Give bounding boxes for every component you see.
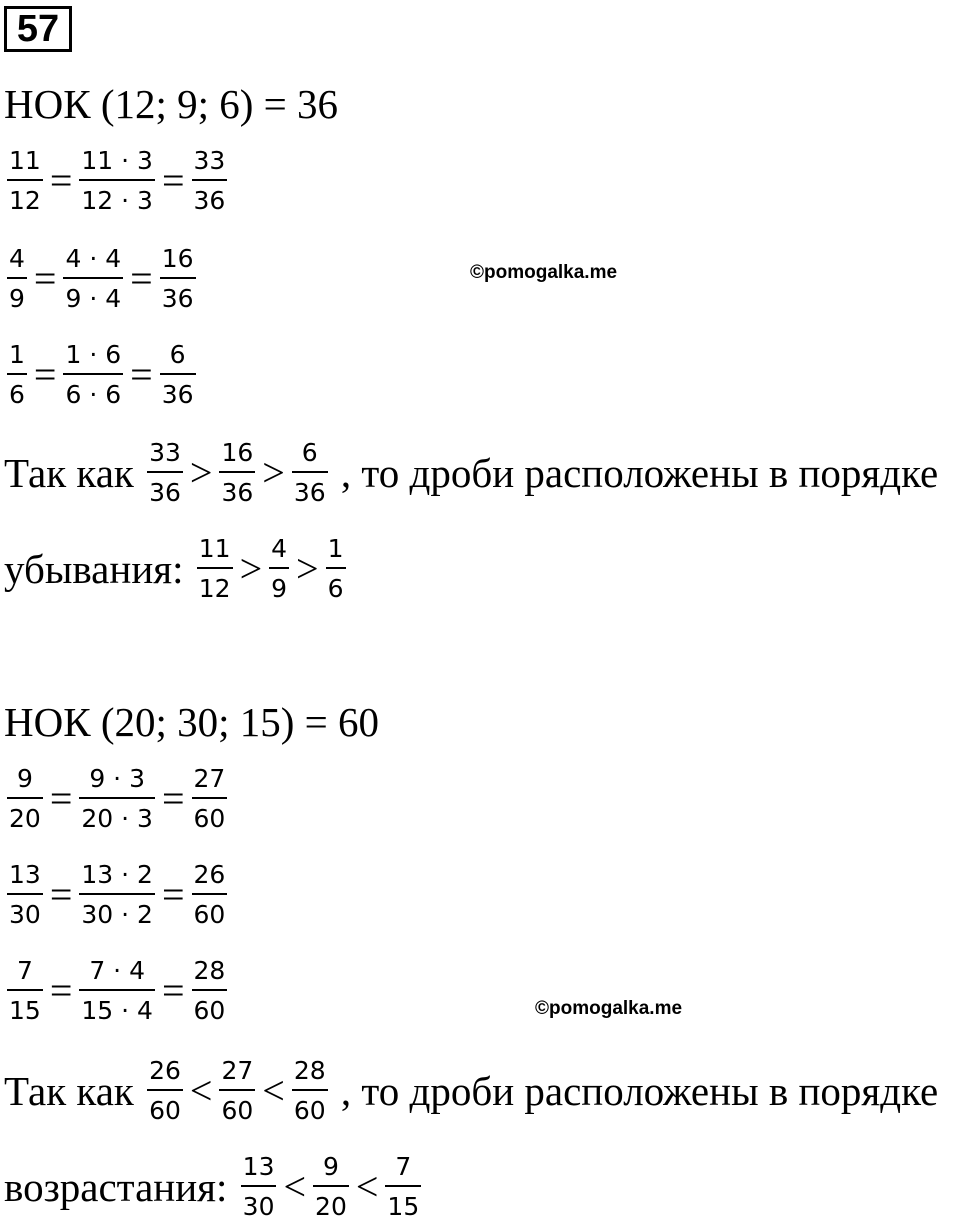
fraction: $\frac{1}{6}$ bbox=[327, 534, 344, 603]
equals-sign: = bbox=[49, 871, 73, 917]
fraction: $\frac{26}{60}$ bbox=[193, 860, 226, 929]
equals-sign: = bbox=[161, 967, 185, 1013]
fraction: $\frac{7}{15}$ bbox=[9, 956, 41, 1025]
equals-sign: = bbox=[161, 871, 185, 917]
watermark: ©pomogalka.me bbox=[535, 998, 683, 1019]
fraction: $\frac{13}{30}$ bbox=[9, 860, 41, 929]
fraction: $\frac{11 \cdot 3}{12 \cdot 3}$ bbox=[81, 146, 153, 215]
fraction: $\frac{6}{36}$ bbox=[161, 340, 194, 409]
fraction: $\frac{1 \cdot 6}{6 \cdot 6}$ bbox=[65, 340, 122, 409]
fraction: $\frac{1}{6}$ bbox=[9, 340, 25, 409]
result-line bbox=[4, 1154, 424, 1219]
equals-sign: = bbox=[33, 351, 57, 397]
greater-sign: > bbox=[189, 449, 213, 495]
fraction: $\frac{4 \cdot 4}{9 \cdot 4}$ bbox=[65, 244, 122, 313]
problem-number: 57 bbox=[4, 6, 72, 52]
equals-sign: = bbox=[49, 775, 73, 821]
since-suffix: , то дроби расположены в порядке bbox=[340, 449, 939, 496]
less-sign: < bbox=[355, 1163, 379, 1209]
fraction: $\frac{28}{60}$ bbox=[193, 956, 226, 1025]
fraction: $\frac{7}{15}$ bbox=[387, 1152, 420, 1221]
fraction: $\frac{9 \cdot 3}{20 \cdot 3}$ bbox=[81, 764, 153, 833]
fraction: $\frac{11}{12}$ bbox=[198, 534, 231, 603]
fraction: $\frac{7 \cdot 4}{15 \cdot 4}$ bbox=[81, 956, 153, 1025]
equation-row bbox=[4, 246, 199, 311]
fraction: $\frac{16}{36}$ bbox=[161, 244, 194, 313]
lcm-heading-2: НОК (20; 30; 15) = 60 bbox=[4, 699, 380, 745]
fraction: $\frac{13 \cdot 2}{30 \cdot 2}$ bbox=[81, 860, 153, 929]
greater-sign: > bbox=[239, 545, 263, 591]
equation-row bbox=[4, 148, 230, 213]
fraction: $\frac{11}{12}$ bbox=[9, 146, 41, 215]
result-prefix: убывания: bbox=[4, 545, 184, 592]
fraction: $\frac{4}{9}$ bbox=[271, 534, 288, 603]
equals-sign: = bbox=[130, 255, 153, 301]
watermark: ©pomogalka.me bbox=[470, 262, 618, 283]
fraction: $\frac{33}{36}$ bbox=[193, 146, 226, 215]
since-prefix: Так как bbox=[4, 1067, 134, 1114]
fraction: $\frac{6}{36}$ bbox=[293, 438, 326, 507]
fraction: $\frac{28}{60}$ bbox=[293, 1056, 326, 1125]
fraction: $\frac{13}{30}$ bbox=[242, 1152, 275, 1221]
equals-sign: = bbox=[161, 157, 185, 203]
greater-sign: > bbox=[262, 449, 285, 495]
fraction: $\frac{9}{20}$ bbox=[315, 1152, 347, 1221]
result-line bbox=[4, 536, 349, 601]
less-sign: < bbox=[262, 1067, 285, 1113]
equals-sign: = bbox=[49, 967, 73, 1013]
fraction: $\frac{16}{36}$ bbox=[221, 438, 254, 507]
result-prefix: возрастания: bbox=[4, 1163, 228, 1210]
since-prefix: Так как bbox=[4, 449, 134, 496]
comparison-line bbox=[4, 440, 938, 505]
equation-row bbox=[4, 862, 230, 927]
less-sign: < bbox=[283, 1163, 307, 1209]
lcm-heading-1: НОК (12; 9; 6) = 36 bbox=[4, 81, 339, 127]
fraction: $\frac{27}{60}$ bbox=[221, 1056, 254, 1125]
since-suffix: , то дроби расположены в порядке bbox=[340, 1067, 939, 1114]
equals-sign: = bbox=[49, 157, 73, 203]
equals-sign: = bbox=[33, 255, 57, 301]
equals-sign: = bbox=[161, 775, 185, 821]
greater-sign: > bbox=[296, 545, 319, 591]
fraction: $\frac{4}{9}$ bbox=[9, 244, 25, 313]
fraction: $\frac{9}{20}$ bbox=[9, 764, 41, 833]
fraction: $\frac{27}{60}$ bbox=[193, 764, 226, 833]
less-sign: < bbox=[189, 1067, 213, 1113]
equation-row bbox=[4, 766, 230, 831]
fraction: $\frac{26}{60}$ bbox=[149, 1056, 181, 1125]
equals-sign: = bbox=[130, 351, 153, 397]
equation-row bbox=[4, 342, 199, 407]
equation-row bbox=[4, 958, 230, 1023]
fraction: $\frac{33}{36}$ bbox=[149, 438, 181, 507]
comparison-line bbox=[4, 1058, 938, 1123]
